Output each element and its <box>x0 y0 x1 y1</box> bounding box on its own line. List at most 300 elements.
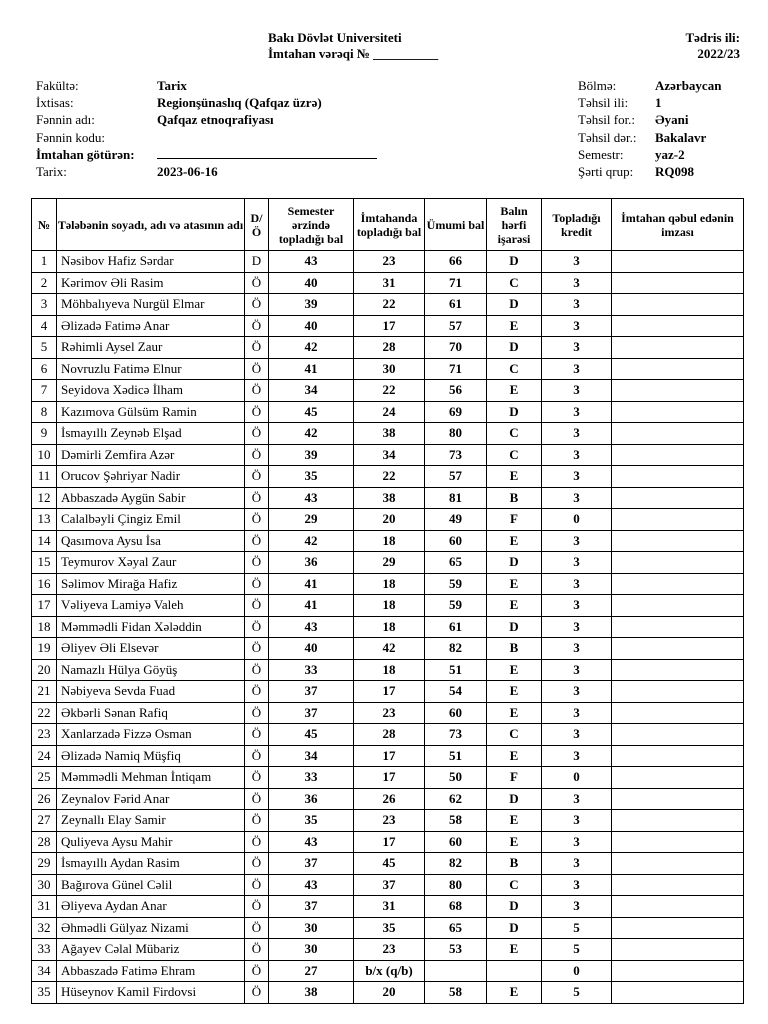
credit-cell: 5 <box>542 982 612 1004</box>
table-row <box>32 982 744 1004</box>
credit-cell: 3 <box>542 810 612 832</box>
row-number-cell: 30 <box>32 874 57 896</box>
exam-score-cell: 17 <box>354 831 425 853</box>
total-score-cell: 50 <box>425 767 487 789</box>
credit-cell: 3 <box>542 681 612 703</box>
faculty-value: Tarix <box>157 78 187 93</box>
exam-sheet-blank: __________ <box>373 46 439 61</box>
section-label: Bölmə: <box>578 78 617 93</box>
examiner-signature-cell <box>612 552 744 574</box>
study-form-cell: Ö <box>245 616 269 638</box>
study-form-value: Əyani <box>655 112 689 128</box>
letter-grade-cell: D <box>487 401 542 423</box>
study-level-value: Bakalavr <box>655 129 707 145</box>
exam-score-cell: 26 <box>354 788 425 810</box>
col-credit-header: Topladığı kredit <box>542 199 612 251</box>
examiner-signature-cell <box>612 423 744 445</box>
total-score-cell: 59 <box>425 573 487 595</box>
total-score-cell: 58 <box>425 810 487 832</box>
examiner-signature-cell <box>612 659 744 681</box>
semester-score-cell: 34 <box>269 745 354 767</box>
specialty-value: Regionşünaslıq (Qafqaz üzrə) <box>157 95 322 111</box>
letter-grade-cell: D <box>487 337 542 359</box>
total-score-cell: 82 <box>425 638 487 660</box>
study-form-cell: Ö <box>245 380 269 402</box>
student-name-cell: Novruzlu Fatimə Elnur <box>57 358 245 380</box>
total-score-cell: 51 <box>425 659 487 681</box>
examiner-signature-cell <box>612 831 744 853</box>
examiner-signature-cell <box>612 745 744 767</box>
subject-code-label: Fənnin kodu: <box>36 129 105 145</box>
study-form-cell: D <box>245 251 269 273</box>
exam-score-cell: 17 <box>354 315 425 337</box>
credit-cell: 5 <box>542 917 612 939</box>
credit-cell: 3 <box>542 724 612 746</box>
examiner-signature-cell <box>612 380 744 402</box>
credit-cell: 3 <box>542 831 612 853</box>
semester-score-cell: 43 <box>269 831 354 853</box>
table-row <box>32 874 744 896</box>
total-score-cell: 53 <box>425 939 487 961</box>
table-row <box>32 595 744 617</box>
table-row <box>32 960 744 982</box>
student-name-cell: Əkbərli Sənan Rafiq <box>57 702 245 724</box>
row-number-cell: 4 <box>32 315 57 337</box>
row-number-cell: 9 <box>32 423 57 445</box>
row-number-cell: 18 <box>32 616 57 638</box>
study-form-cell: Ö <box>245 272 269 294</box>
study-form-cell: Ö <box>245 917 269 939</box>
table-row <box>32 681 744 703</box>
semester-score-cell: 33 <box>269 659 354 681</box>
semester-score-cell: 43 <box>269 874 354 896</box>
exam-score-cell: 28 <box>354 337 425 359</box>
study-form-cell: Ö <box>245 337 269 359</box>
credit-cell: 3 <box>542 853 612 875</box>
study-form-cell: Ö <box>245 874 269 896</box>
student-name-cell: Hüseynov Kamil Firdovsi <box>57 982 245 1004</box>
subject-code-value <box>157 129 397 146</box>
letter-grade-cell: E <box>487 681 542 703</box>
row-number-cell: 12 <box>32 487 57 509</box>
total-score-cell: 71 <box>425 272 487 294</box>
examiner-signature-cell <box>612 573 744 595</box>
study-form-cell: Ö <box>245 595 269 617</box>
row-number-cell: 10 <box>32 444 57 466</box>
credit-cell: 3 <box>542 358 612 380</box>
student-name-cell: Namazlı Hülya Göyüş <box>57 659 245 681</box>
student-name-cell: Məmmədli Fidan Xələddin <box>57 616 245 638</box>
col-exam-score-header: İmtahanda topladığı bal <box>354 199 425 251</box>
specialty-label: İxtisas: <box>36 95 74 111</box>
semester-score-cell: 37 <box>269 702 354 724</box>
student-name-cell: Əlizadə Fatimə Anar <box>57 315 245 337</box>
study-year-label: Təhsil ili: <box>578 95 629 111</box>
exam-score-cell: 18 <box>354 616 425 638</box>
examiner-signature-cell <box>612 767 744 789</box>
table-row <box>32 810 744 832</box>
total-score-cell: 71 <box>425 358 487 380</box>
exam-score-cell: 29 <box>354 552 425 574</box>
table-row <box>32 638 744 660</box>
col-form-header: D/ Ö <box>245 199 269 251</box>
total-score-cell: 66 <box>425 251 487 273</box>
student-name-cell: Calalbəyli Çingiz Emil <box>57 509 245 531</box>
study-form-cell: Ö <box>245 530 269 552</box>
examiner-signature-cell <box>612 788 744 810</box>
credit-cell: 3 <box>542 294 612 316</box>
examiner-signature-cell <box>612 595 744 617</box>
letter-grade-cell: E <box>487 982 542 1004</box>
exam-score-cell: 17 <box>354 767 425 789</box>
study-form-cell: Ö <box>245 444 269 466</box>
table-row <box>32 552 744 574</box>
letter-grade-cell: E <box>487 315 542 337</box>
letter-grade-cell: C <box>487 358 542 380</box>
table-row <box>32 358 744 380</box>
examiner-signature-cell <box>612 616 744 638</box>
study-form-cell: Ö <box>245 423 269 445</box>
total-score-cell: 56 <box>425 380 487 402</box>
exam-score-cell: 18 <box>354 595 425 617</box>
examiner-signature-cell <box>612 401 744 423</box>
semester-score-cell: 34 <box>269 380 354 402</box>
student-name-cell: Abbaszadə Aygün Sabir <box>57 487 245 509</box>
total-score-cell: 68 <box>425 896 487 918</box>
table-row <box>32 466 744 488</box>
student-name-cell: Xanlarzadə Fizzə Osman <box>57 724 245 746</box>
total-score-cell <box>425 960 487 982</box>
credit-cell: 3 <box>542 251 612 273</box>
letter-grade-cell: D <box>487 896 542 918</box>
table-row <box>32 896 744 918</box>
total-score-cell: 57 <box>425 466 487 488</box>
letter-grade-cell: B <box>487 487 542 509</box>
group-label: Şərti qrup: <box>578 163 634 179</box>
total-score-cell: 54 <box>425 681 487 703</box>
table-row <box>32 423 744 445</box>
semester-score-cell: 41 <box>269 358 354 380</box>
letter-grade-cell: C <box>487 874 542 896</box>
meta-right-values <box>655 77 745 180</box>
exam-sheet-label: İmtahan vərəqi № <box>268 46 370 61</box>
exam-score-cell: 20 <box>354 982 425 1004</box>
examiner-signature-cell <box>612 982 744 1004</box>
examiner-signature-cell <box>612 294 744 316</box>
examiner-signature-cell <box>612 358 744 380</box>
letter-grade-cell: E <box>487 530 542 552</box>
study-form-label: Təhsil for.: <box>578 112 636 128</box>
table-row <box>32 745 744 767</box>
semester-label: Semestr: <box>578 146 624 162</box>
semester-score-cell: 43 <box>269 487 354 509</box>
credit-cell: 3 <box>542 315 612 337</box>
row-number-cell: 32 <box>32 917 57 939</box>
letter-grade-cell: D <box>487 616 542 638</box>
study-form-cell: Ö <box>245 487 269 509</box>
semester-score-cell: 41 <box>269 573 354 595</box>
total-score-cell: 61 <box>425 294 487 316</box>
letter-grade-cell: C <box>487 444 542 466</box>
date-label: Tarix: <box>36 163 67 179</box>
exam-score-cell: 22 <box>354 380 425 402</box>
row-number-cell: 13 <box>32 509 57 531</box>
credit-cell: 3 <box>542 272 612 294</box>
student-name-cell: Ağayev Cəlal Mübariz <box>57 939 245 961</box>
credit-cell: 3 <box>542 659 612 681</box>
examiner-signature-cell <box>612 724 744 746</box>
col-semester-score-header: Semester ərzində topladığı bal <box>269 199 354 251</box>
letter-grade-cell: D <box>487 294 542 316</box>
credit-cell: 3 <box>542 530 612 552</box>
table-row <box>32 659 744 681</box>
exam-score-cell: 23 <box>354 251 425 273</box>
student-name-cell: Səlimov Mirağa Hafiz <box>57 573 245 595</box>
semester-score-cell: 42 <box>269 337 354 359</box>
student-name-cell: Bağırova Günel Cəlil <box>57 874 245 896</box>
study-form-cell: Ö <box>245 294 269 316</box>
exam-score-cell: 17 <box>354 681 425 703</box>
exam-score-cell: 20 <box>354 509 425 531</box>
study-form-cell: Ö <box>245 466 269 488</box>
semester-score-cell: 37 <box>269 681 354 703</box>
exam-score-cell: 35 <box>354 917 425 939</box>
student-name-cell: Dəmirli Zemfira Azər <box>57 444 245 466</box>
credit-cell: 0 <box>542 960 612 982</box>
letter-grade-cell: B <box>487 638 542 660</box>
letter-grade-cell: E <box>487 595 542 617</box>
semester-score-cell: 37 <box>269 896 354 918</box>
table-row <box>32 530 744 552</box>
study-form-cell: Ö <box>245 745 269 767</box>
study-form-cell: Ö <box>245 659 269 681</box>
semester-score-cell: 36 <box>269 552 354 574</box>
student-name-cell: Əliyeva Aydan Anar <box>57 896 245 918</box>
credit-cell: 3 <box>542 573 612 595</box>
student-name-cell: Zeynalov Fərid Anar <box>57 788 245 810</box>
examiner-signature-cell <box>612 638 744 660</box>
letter-grade-cell: C <box>487 724 542 746</box>
student-name-cell: Kərimov Əli Rasim <box>57 272 245 294</box>
semester-score-cell: 29 <box>269 509 354 531</box>
exam-score-cell: 37 <box>354 874 425 896</box>
study-level-label: Təhsil dər.: <box>578 129 637 145</box>
semester-score-cell: 41 <box>269 595 354 617</box>
table-row <box>32 702 744 724</box>
examiner-signature-line <box>157 146 377 159</box>
semester-score-cell: 38 <box>269 982 354 1004</box>
total-score-cell: 58 <box>425 982 487 1004</box>
study-form-cell: Ö <box>245 724 269 746</box>
student-name-cell: Zeynallı Elay Samir <box>57 810 245 832</box>
total-score-cell: 69 <box>425 401 487 423</box>
exam-score-cell: 38 <box>354 423 425 445</box>
total-score-cell: 60 <box>425 831 487 853</box>
row-number-cell: 34 <box>32 960 57 982</box>
semester-score-cell: 40 <box>269 638 354 660</box>
study-form-cell: Ö <box>245 960 269 982</box>
examiner-signature-cell <box>612 960 744 982</box>
student-name-cell: Qasımova Aysu İsa <box>57 530 245 552</box>
credit-cell: 3 <box>542 401 612 423</box>
row-number-cell: 27 <box>32 810 57 832</box>
letter-grade-cell <box>487 960 542 982</box>
table-row <box>32 487 744 509</box>
exam-score-cell: 24 <box>354 401 425 423</box>
total-score-cell: 65 <box>425 917 487 939</box>
table-row <box>32 616 744 638</box>
study-form-cell: Ö <box>245 552 269 574</box>
examiner-signature-cell <box>612 315 744 337</box>
study-form-cell: Ö <box>245 638 269 660</box>
exam-score-cell: 18 <box>354 659 425 681</box>
row-number-cell: 1 <box>32 251 57 273</box>
letter-grade-cell: E <box>487 939 542 961</box>
semester-score-cell: 42 <box>269 530 354 552</box>
credit-cell: 3 <box>542 616 612 638</box>
semester-score-cell: 39 <box>269 444 354 466</box>
student-name-cell: İsmayıllı Aydan Rasim <box>57 853 245 875</box>
student-name-cell: İsmayıllı Zeynəb Elşad <box>57 423 245 445</box>
total-score-cell: 57 <box>425 315 487 337</box>
row-number-cell: 35 <box>32 982 57 1004</box>
semester-score-cell: 30 <box>269 939 354 961</box>
table-row <box>32 573 744 595</box>
student-name-cell: Vəliyeva Lamiyə Valeh <box>57 595 245 617</box>
student-name-cell: Möhbalıyeva Nurgül Elmar <box>57 294 245 316</box>
semester-score-cell: 42 <box>269 423 354 445</box>
date-value: 2023-06-16 <box>157 163 218 179</box>
total-score-cell: 60 <box>425 702 487 724</box>
study-form-cell: Ö <box>245 401 269 423</box>
total-score-cell: 73 <box>425 444 487 466</box>
student-name-cell: Kazımova Gülsüm Ramin <box>57 401 245 423</box>
exam-score-cell: 28 <box>354 724 425 746</box>
study-year-value: 1 <box>655 95 662 111</box>
letter-grade-cell: C <box>487 423 542 445</box>
table-row <box>32 788 744 810</box>
table-row <box>32 767 744 789</box>
row-number-cell: 29 <box>32 853 57 875</box>
credit-cell: 0 <box>542 509 612 531</box>
letter-grade-cell: D <box>487 917 542 939</box>
examiner-signature-cell <box>612 939 744 961</box>
student-name-cell: Əlizadə Namiq Müşfiq <box>57 745 245 767</box>
table-row <box>32 251 744 273</box>
total-score-cell: 59 <box>425 595 487 617</box>
letter-grade-cell: F <box>487 509 542 531</box>
student-name-cell: Əliyev Əli Elsevər <box>57 638 245 660</box>
semester-score-cell: 35 <box>269 810 354 832</box>
examiner-signature-cell <box>612 853 744 875</box>
examiner-signature-cell <box>612 272 744 294</box>
total-score-cell: 51 <box>425 745 487 767</box>
study-form-cell: Ö <box>245 810 269 832</box>
table-row <box>32 917 744 939</box>
credit-cell: 3 <box>542 487 612 509</box>
credit-cell: 0 <box>542 767 612 789</box>
letter-grade-cell: F <box>487 767 542 789</box>
exam-score-cell: 18 <box>354 573 425 595</box>
study-form-cell: Ö <box>245 702 269 724</box>
col-number-header: № <box>32 199 57 251</box>
exam-score-cell: 45 <box>354 853 425 875</box>
row-number-cell: 14 <box>32 530 57 552</box>
examiner-signature-cell <box>612 337 744 359</box>
row-number-cell: 24 <box>32 745 57 767</box>
examiner-signature-cell <box>612 917 744 939</box>
credit-cell: 3 <box>542 896 612 918</box>
student-name-cell: Rəhimli Aysel Zaur <box>57 337 245 359</box>
total-score-cell: 60 <box>425 530 487 552</box>
table-row <box>32 380 744 402</box>
credit-cell: 3 <box>542 638 612 660</box>
row-number-cell: 33 <box>32 939 57 961</box>
total-score-cell: 49 <box>425 509 487 531</box>
semester-value: yaz-2 <box>655 146 685 162</box>
examiner-signature-cell <box>612 487 744 509</box>
letter-grade-cell: E <box>487 831 542 853</box>
letter-grade-cell: D <box>487 251 542 273</box>
exam-score-cell: 30 <box>354 358 425 380</box>
total-score-cell: 65 <box>425 552 487 574</box>
meta-right-labels <box>578 77 654 180</box>
row-number-cell: 7 <box>32 380 57 402</box>
table-row <box>32 315 744 337</box>
study-form-cell: Ö <box>245 831 269 853</box>
semester-score-cell: 30 <box>269 917 354 939</box>
examiner-signature-cell <box>612 896 744 918</box>
credit-cell: 3 <box>542 423 612 445</box>
study-form-cell: Ö <box>245 767 269 789</box>
semester-score-cell: 27 <box>269 960 354 982</box>
letter-grade-cell: E <box>487 810 542 832</box>
document-header <box>268 30 498 62</box>
exam-score-cell: 23 <box>354 810 425 832</box>
student-name-cell: Məmmədli Mehman İntiqam <box>57 767 245 789</box>
table-row <box>32 509 744 531</box>
total-score-cell: 80 <box>425 423 487 445</box>
col-student-name-header: Tələbənin soyadı, adı və atasının adı <box>57 199 245 251</box>
credit-cell: 3 <box>542 552 612 574</box>
letter-grade-cell: E <box>487 745 542 767</box>
row-number-cell: 5 <box>32 337 57 359</box>
exam-score-cell: 23 <box>354 702 425 724</box>
examiner-signature-cell <box>612 530 744 552</box>
row-number-cell: 20 <box>32 659 57 681</box>
total-score-cell: 82 <box>425 853 487 875</box>
row-number-cell: 16 <box>32 573 57 595</box>
exam-sheet-number <box>268 46 498 62</box>
examiner-signature-cell <box>612 874 744 896</box>
examiner-label: İmtahan götürən: <box>36 146 135 162</box>
credit-cell: 3 <box>542 874 612 896</box>
row-number-cell: 19 <box>32 638 57 660</box>
semester-score-cell: 45 <box>269 724 354 746</box>
study-form-cell: Ö <box>245 788 269 810</box>
meta-left-values <box>157 77 397 180</box>
examiner-signature-cell <box>612 251 744 273</box>
row-number-cell: 17 <box>32 595 57 617</box>
semester-score-cell: 43 <box>269 616 354 638</box>
exam-score-cell: 42 <box>354 638 425 660</box>
letter-grade-cell: E <box>487 380 542 402</box>
exam-score-cell: 31 <box>354 896 425 918</box>
row-number-cell: 8 <box>32 401 57 423</box>
semester-score-cell: 45 <box>269 401 354 423</box>
exam-score-cell: 38 <box>354 487 425 509</box>
semester-score-cell: 40 <box>269 315 354 337</box>
